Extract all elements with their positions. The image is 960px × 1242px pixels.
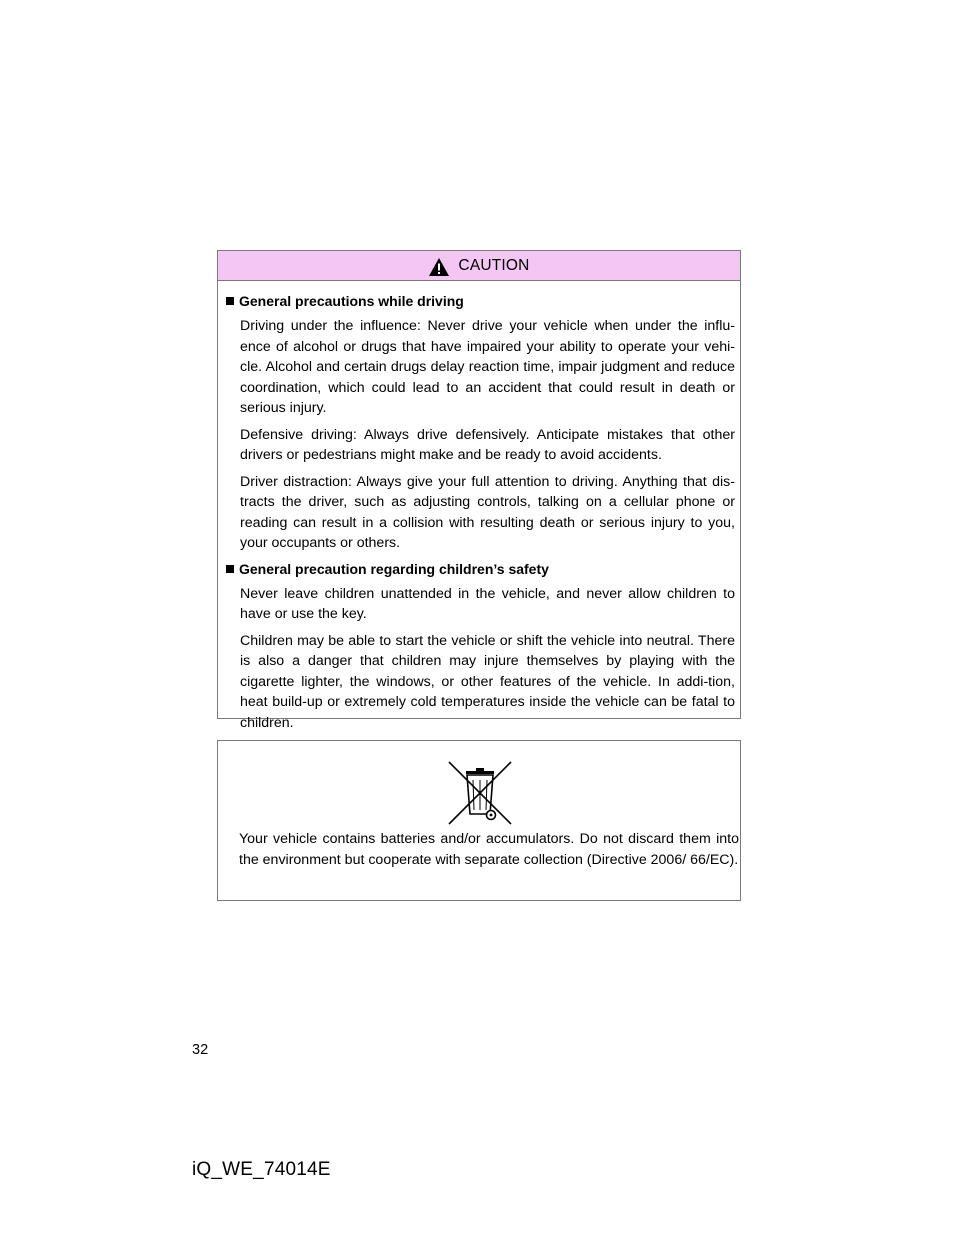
document-code: iQ_WE_74014E [192, 1159, 331, 1180]
warning-triangle-icon [428, 257, 450, 277]
square-bullet-icon [226, 565, 234, 573]
section-heading-driving [226, 292, 735, 311]
section-heading-children [226, 560, 735, 579]
crossed-out-wheelie-bin-icon [447, 760, 513, 826]
page-number: 32 [192, 1042, 209, 1058]
section-heading-text: General precaution regarding children’s safety [239, 560, 549, 577]
recycling-box [217, 740, 741, 901]
paragraph-children-unattended: Never leave children unattended in the vehicle, and never allow children to have or use the key. [240, 585, 735, 622]
square-bullet-icon [226, 297, 234, 305]
paragraph-driver-distraction: Driver distraction: Always give your full attention to driving. Anything that dis-tracts the driver, such as adjusting controls, talking on a cellular phone or reading can result in a collision with resulting death or serious injury to you, your occupants or others. [240, 473, 735, 551]
paragraph-defensive-driving: Defensive driving: Always drive defensively. Anticipate mistakes that other drivers or pedestrians might make and be ready to avoid accidents. [240, 426, 735, 463]
caution-body [218, 281, 740, 733]
recycling-notice-text: Your vehicle contains batteries and/or accumulators. Do not discard them into the environment but cooperate with separate collection (Directive 2006/ 66/EC). [239, 831, 739, 868]
section-heading-text: General precautions while driving [239, 293, 464, 309]
caution-box [217, 250, 741, 731]
paragraph-driving-influence: Driving under the influence: Never drive your vehicle when under the influ-ence of alcohol or drugs that have impaired your ability to operate your vehi-cle. Alcohol and certain drugs delay reaction time, impair judgment and reduce coordination, which could lead to an accident that could result in death or serious injury. [240, 318, 735, 416]
paragraph-children-danger: Children may be able to start the vehicle or shift the vehicle into neutral. There is also a danger that children may injure themselves by playing with the cigarette lighter, the windows, or other features of the vehicle. In addi-tion, heat build-up or extremely cold temperatures inside the vehicle can be fatal to children. [240, 632, 735, 731]
caution-header [218, 251, 740, 281]
caution-title: CAUTION [458, 256, 530, 274]
